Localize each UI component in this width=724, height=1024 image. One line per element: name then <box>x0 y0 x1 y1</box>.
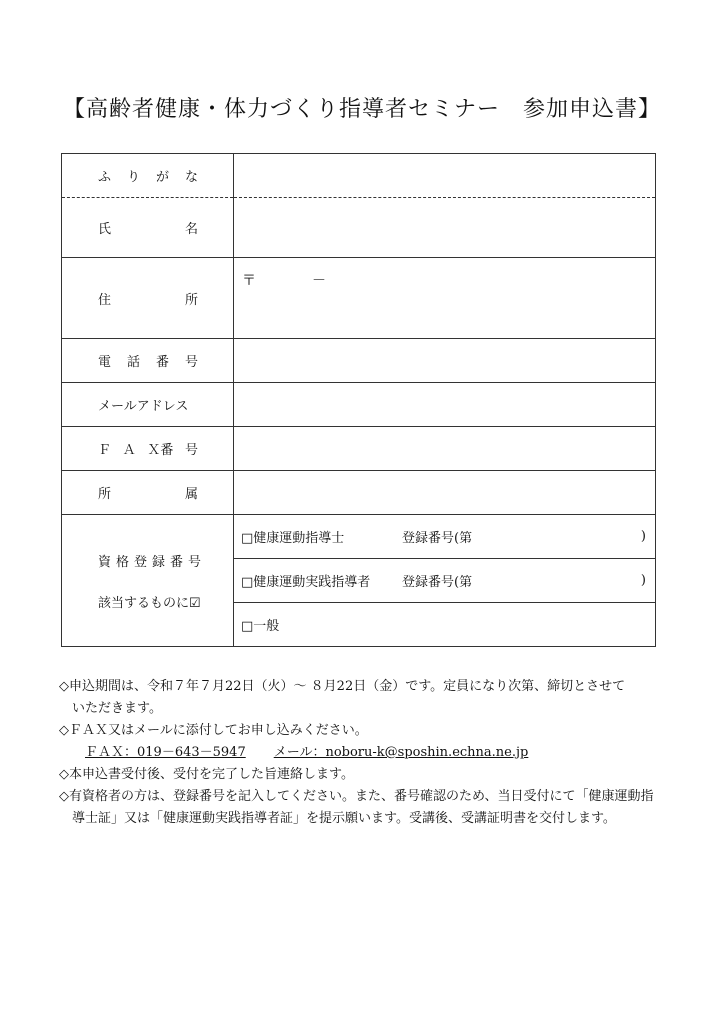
postal-mark: 〒 <box>242 273 256 289</box>
contact-line <box>59 742 669 764</box>
fax-field[interactable] <box>234 427 656 471</box>
qualification-note: 該当するものに☑ <box>98 595 201 611</box>
option-general[interactable]: □一般 <box>241 619 280 634</box>
email-address[interactable]: メール：noboru-k@sposhin.echna.ne.jp <box>273 745 529 760</box>
furigana-label: ふ り が な <box>62 154 234 198</box>
page-title: 【高齢者健康・体力づくり指導者セミナー 参加申込書】 <box>62 97 661 122</box>
application-form <box>61 153 656 647</box>
affiliation-field[interactable] <box>234 471 656 515</box>
furigana-field[interactable] <box>234 154 656 198</box>
phone-label: 電 話 番 号 <box>62 339 234 383</box>
name-label: 氏 名 <box>62 198 234 258</box>
affiliation-label: 所 属 <box>62 471 234 515</box>
address-field[interactable] <box>234 258 656 339</box>
notes <box>59 676 669 830</box>
qualification-title: 資格登録番号 <box>98 554 207 570</box>
address-label: 住 所 <box>62 258 234 339</box>
email-label: メールアドレス <box>62 383 234 427</box>
name-field[interactable] <box>234 198 656 258</box>
phone-field[interactable] <box>234 339 656 383</box>
email-field[interactable] <box>234 383 656 427</box>
note-receipt: ◇本申込書受付後、受付を完了した旨連絡します。 <box>59 767 354 782</box>
fax-number: ＦＡＸ：019－643－5947 <box>85 745 246 760</box>
note-period: ◇申込期間は、令和７年７月22日（火）～ ８月22日（金）です。定員になり次第、締切とさせて いただきます。 <box>59 679 626 716</box>
postal-hyphen: － <box>312 273 326 289</box>
note-fax-mail: ◇ＦＡＸ又はメールに添付してお申し込みください。 <box>59 723 368 738</box>
option-practice-instructor[interactable]: □健康運動実践指導者 登録番号(第 ) <box>234 559 655 603</box>
note-qualified: ◇有資格者の方は、登録番号を記入してください。また、番号確認のため、当日受付にて「健康運動指 導士証」又は「健康運動実践指導者証」を提示願います。受講後、受講証明書を交付します。 <box>59 789 654 826</box>
qualification-options <box>234 515 656 647</box>
qualification-label <box>62 515 234 647</box>
fax-label: Ｆ Ａ Ｘ番 号 <box>62 427 234 471</box>
option-fitness-instructor[interactable]: □健康運動指導士 登録番号(第 ) <box>234 515 655 559</box>
